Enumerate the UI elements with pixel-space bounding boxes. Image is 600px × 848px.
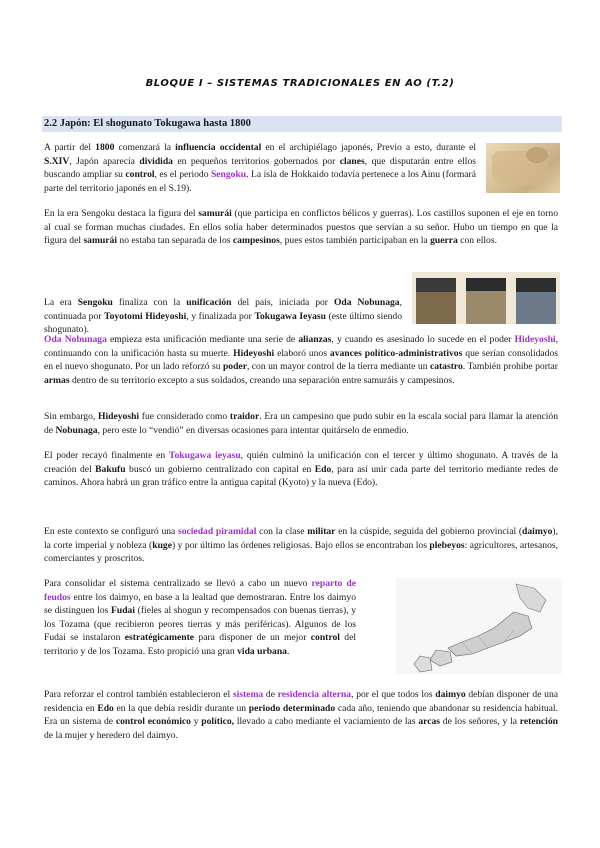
text-run: , pero este lo “vendió” en diversas ocasiones para intentar quitárselo de enmedio. (97, 424, 409, 436)
text-run: A partir del (44, 142, 96, 153)
emphasis-text: 1800 (95, 142, 115, 153)
paragraph (44, 141, 476, 195)
emphasis-text: daimyo (435, 689, 466, 700)
text-run: finaliza con la (112, 297, 187, 308)
text-run: cada año, teniendo que abandonar su residencia habitual. Era un sistema de (44, 702, 558, 728)
emphasis-text: samurái (83, 235, 118, 247)
emphasis-text: dividida (139, 155, 173, 167)
text-run: , continuando con la unificación hasta su muerte. (44, 334, 558, 359)
emphasis-text: estratégicamente (124, 632, 195, 644)
map-image (486, 143, 560, 193)
text-run: con la clase (256, 526, 308, 537)
text-run: Para consolidar el sistema centralizado se llevó a cabo un nuevo (44, 578, 312, 589)
text-run: en el archipiélago japonés, Previo a esto, durante el (261, 142, 477, 153)
text-run: dentro de su territorio excepto a sus soldados, creando una separación entre samuráis y campesinos. (69, 374, 455, 386)
paragraph (44, 410, 558, 437)
emphasis-text: Edo (314, 463, 332, 475)
emphasis-text: control económico (115, 716, 191, 728)
text-run: entre los daimyo, en base a la lealtad que demostraran. Entre los daimyo se distinguen los (44, 591, 356, 617)
emphasis-text: influencia occidental (175, 142, 262, 153)
section-heading: 2.2 Japón: El shogunato Tokugawa hasta 1800 (42, 116, 562, 132)
text-run: En este contexto se configuró una (44, 526, 178, 537)
text-run: , es el periodo (154, 169, 211, 181)
emphasis-text: poder (222, 361, 247, 373)
text-run: (que participa en conflictos bélicos y guerras). Los castillos suponen el eje en torno al cual se forman muchas ciudades. En ellos solía haber determinados puestos que servían a su señor. Hubo un tiempo en que la figura del (44, 208, 558, 247)
emphasis-text: arcas (418, 716, 440, 728)
emphasis-text: daimyo (522, 526, 553, 537)
text-run: Para reforzar el control también establecieron el (44, 689, 233, 700)
text-run: que serían consolidados en el nuevo shogunato. Por un lado reforzó su (44, 347, 558, 373)
emphasis-text: residencia alterna (277, 689, 352, 700)
paragraph (44, 207, 558, 248)
text-run: , que disputarán entre ellos buscando ampliar su (44, 155, 476, 181)
emphasis-text: Sengoku (77, 297, 113, 308)
emphasis-text: político, (201, 716, 235, 728)
text-run: . La isla de Hokkaido todavía pertenece a los Ainu (formará parte del territorio japonés en el S.19). (44, 169, 476, 194)
emphasis-text: Sengoku (210, 169, 247, 181)
emphasis-text: plebeyos (429, 539, 465, 551)
paragraph (44, 525, 558, 566)
text-run: de los señores, y la (440, 716, 520, 728)
text-run: para disponer de un mejor (194, 632, 311, 644)
emphasis-text: retención (519, 716, 558, 728)
emphasis-text: Oda Nobunaga (44, 334, 107, 345)
emphasis-text: avances político-administrativos (329, 347, 463, 359)
text-run: de (263, 689, 278, 700)
emphasis-text: traidor (229, 411, 260, 422)
text-run: , Japón aparecía (69, 155, 140, 167)
text-run: y (190, 716, 202, 728)
text-run: . (286, 645, 290, 657)
document-title: BLOQUE I – SISTEMAS TRADICIONALES EN AO (T.2) (145, 78, 455, 89)
text-run: ), la corte imperial y nobleza ( (44, 526, 559, 551)
emphasis-text: alianzas (298, 334, 332, 345)
text-run: llevado a cabo mediante el vaciamiento de las (234, 716, 419, 728)
text-run: ) y por último las órdenes religiosas. Bajo ellos se encontraban los (171, 539, 430, 551)
emphasis-text: Hideyoshi (233, 347, 275, 359)
text-run: no estaba tan separada de los (117, 235, 233, 247)
emphasis-text: vida urbana (237, 645, 287, 657)
emphasis-text: control (125, 169, 155, 181)
paragraph (44, 577, 356, 659)
emphasis-text: catastro (429, 361, 463, 373)
emphasis-text: kuge (152, 539, 172, 551)
emphasis-text: Nobunaga (55, 424, 98, 436)
japan-map-image (396, 578, 562, 674)
emphasis-text: clanes (339, 155, 365, 167)
text-run: En la era Sengoku destaca la figura del (44, 208, 199, 219)
text-run: debían disponer de una residencia en (44, 689, 559, 714)
paragraph (44, 688, 558, 742)
paragraph (44, 333, 558, 387)
text-run: empieza esta unificación mediante una serie de (106, 334, 299, 345)
emphasis-text: periodo determinado (248, 702, 336, 714)
emphasis-text: armas (44, 374, 70, 386)
emphasis-text: sociedad piramidal (178, 526, 257, 537)
emphasis-text: sistema (232, 689, 264, 700)
emphasis-text: Toyotomi Hideyoshi (104, 310, 187, 322)
text-run: con ellos. (457, 235, 497, 247)
emphasis-text: samurái (198, 208, 232, 219)
text-run: . También prohibe portar (462, 361, 559, 373)
text-run: : agricultores, artesanos, comerciantes y proscritos. (44, 539, 558, 565)
text-run: del territorio y de los Tozama. Esto propició una gran (44, 632, 357, 657)
emphasis-text: reparto de feudos (44, 578, 356, 603)
emphasis-text: control (310, 632, 340, 644)
emphasis-text: Tokugawa Ieyasu (254, 310, 326, 322)
text-run: , con un mayor control de la tierra mediante un (246, 361, 430, 373)
text-run: . Era un campesino que pudo subir en la escala social para llamar la atención de (44, 411, 559, 436)
emphasis-text: Hideyoshi (98, 411, 140, 422)
paragraph (44, 449, 558, 490)
text-run: El poder recayó finalmente en (44, 450, 169, 461)
text-run: fue considerado como (139, 411, 230, 422)
text-run: , y finalizada por (186, 310, 255, 322)
text-run: en la cúspide, seguida del gobierno provincial ( (335, 526, 523, 537)
text-run: , por el que todos los (351, 689, 436, 700)
text-run: del país, iniciada por (231, 297, 334, 308)
text-run: de la mujer y heredero del daimyo. (44, 729, 178, 741)
text-run: comenzará la (114, 142, 176, 153)
text-run: elaboró unos (274, 347, 330, 359)
text-run: buscó un gobierno centralizado con capital en (125, 463, 315, 475)
paragraph (44, 296, 402, 337)
text-run: (fieles al shogun y recompensados con buenas tierras), y los Tozama (que recibieron peores tierras y más periféricas). Algunos de los Fudai se instalaron (44, 605, 356, 644)
emphasis-text: guerra (430, 235, 458, 247)
emphasis-text: Fudai (111, 605, 136, 617)
emphasis-text: campesinos (232, 235, 280, 247)
emphasis-text: Tokugawa ieyasu (168, 450, 241, 461)
text-run: (este último siendo shogunato). (44, 310, 402, 336)
emphasis-text: S.XIV (44, 155, 70, 167)
emphasis-text: unificación (186, 297, 232, 308)
portraits-image (412, 272, 560, 324)
emphasis-text: Hideyoshi (514, 334, 556, 345)
text-run: Sin embargo, (44, 411, 99, 422)
text-run: , quién culminó la unificación con el tercer y último shogunato. A través de la creación del (44, 450, 558, 475)
text-run: , pues estos también participaban en la (279, 235, 431, 247)
text-run: en la que debía residir durante un (113, 702, 249, 714)
emphasis-text: Edo (97, 702, 114, 714)
emphasis-text: militar (307, 526, 336, 537)
emphasis-text: Oda Nobunaga (333, 297, 400, 308)
text-run: La era (44, 297, 78, 308)
text-run: , para así unir cada parte del territorio mediante redes de caminos. Ahora habrá un gran tráfico entre la antigua capital (Kyoto) y la nueva (Edo). (44, 463, 558, 489)
text-run: , continuada por (44, 297, 402, 322)
text-run: , y cuando es asesinado lo sucede en el poder (331, 334, 515, 345)
text-run: en pequeños territorios gobernados por (172, 155, 340, 167)
emphasis-text: Bakufu (95, 463, 126, 475)
